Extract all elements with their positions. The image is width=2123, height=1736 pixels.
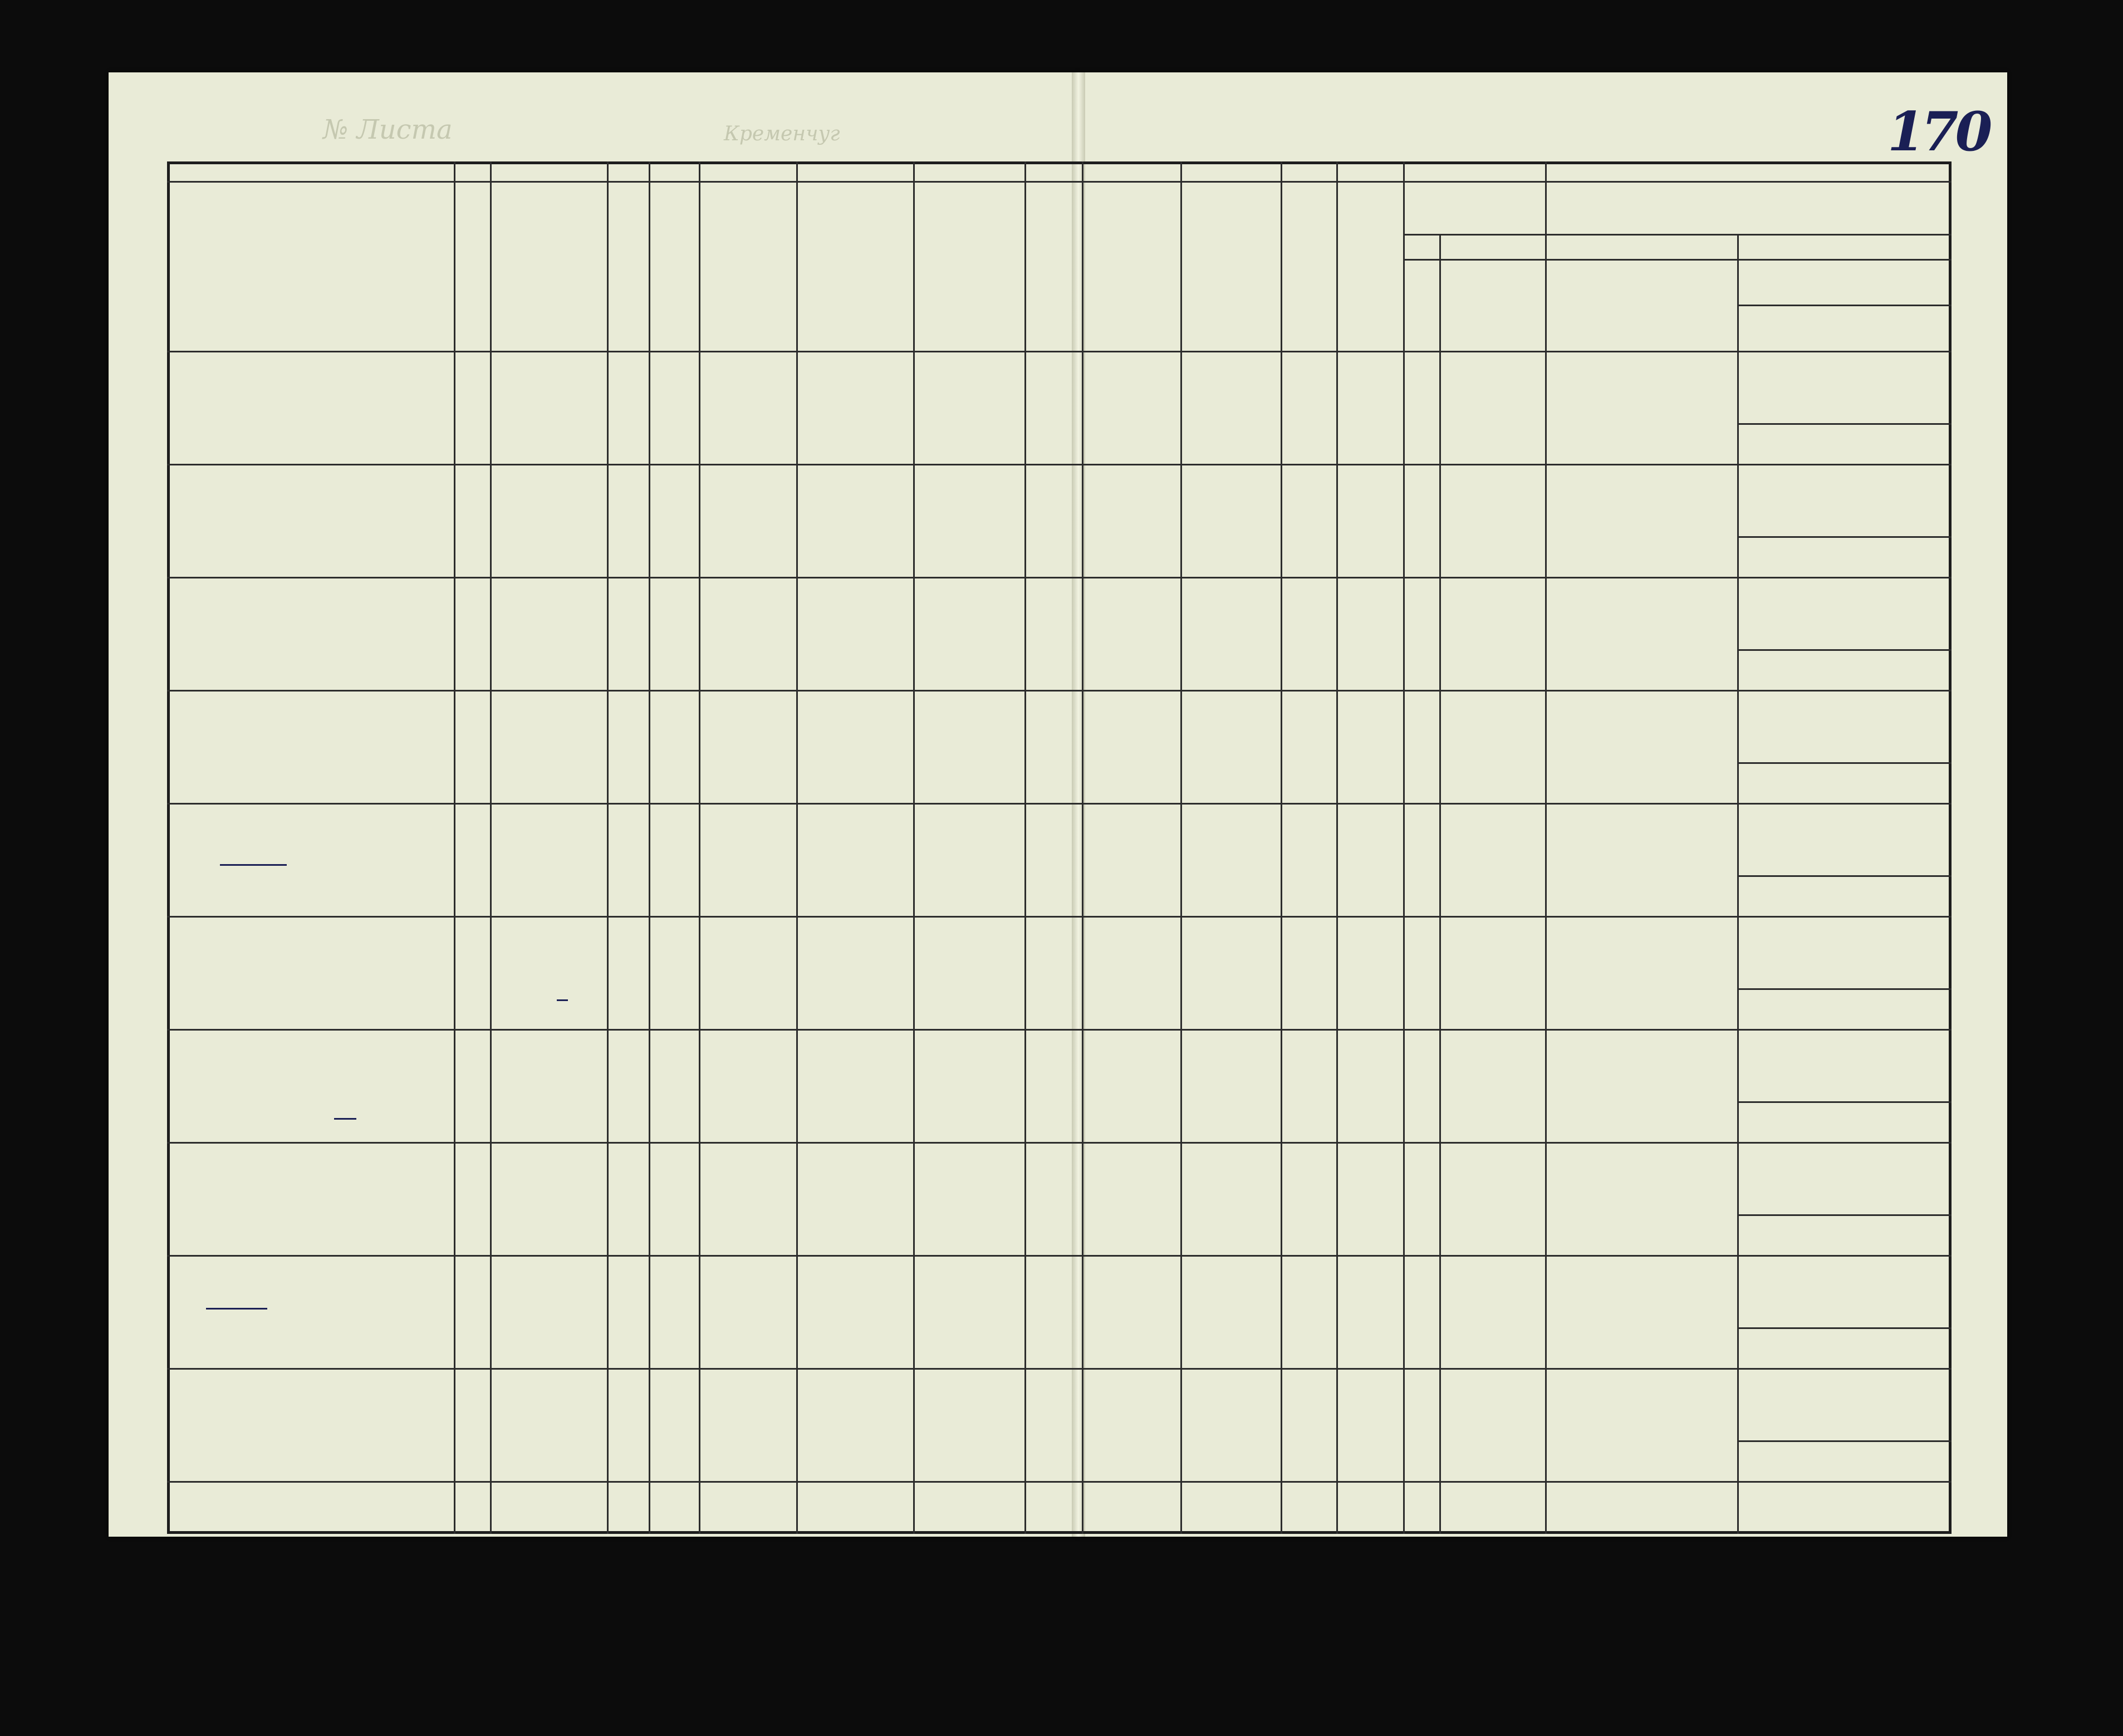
census-table [167, 161, 1952, 1534]
column-header [456, 184, 488, 347]
column-header [1548, 264, 1734, 345]
column-number [1336, 164, 1403, 179]
row-rule [167, 1029, 1952, 1031]
row-rule [167, 1368, 1952, 1370]
column-header [1740, 264, 1948, 303]
column-number [1281, 164, 1336, 179]
sub-row-rule [1737, 649, 1952, 651]
column-rule [454, 161, 455, 1534]
column-rule [796, 161, 798, 1534]
pen-stroke [334, 1118, 356, 1120]
column-header [1740, 308, 1948, 347]
column-header [492, 184, 605, 347]
column-header [1183, 184, 1278, 347]
column-number [699, 164, 796, 179]
sub-row-rule [1737, 988, 1952, 990]
column-number [649, 164, 699, 179]
column-header [1404, 264, 1438, 345]
row-rule [167, 1481, 1952, 1483]
column-number [796, 164, 913, 179]
column-header [1084, 184, 1178, 347]
column-number-rule [167, 181, 1952, 183]
column-header [651, 184, 697, 347]
column-number [1403, 164, 1545, 179]
column-header [1442, 264, 1543, 345]
sub-row-rule [1737, 1101, 1952, 1103]
sheet-label-print: № Листа [323, 114, 453, 145]
table-frame [167, 161, 1952, 1534]
column-number [454, 164, 490, 179]
sub-row-rule [1737, 423, 1952, 425]
column-header [169, 184, 452, 347]
column-rule [1403, 161, 1405, 1534]
pen-stroke [206, 1308, 267, 1310]
column-rule [1545, 161, 1547, 1534]
sub-rule [1737, 305, 1952, 306]
column-header [701, 184, 794, 347]
column-rule [490, 161, 492, 1534]
column-rule [1737, 234, 1739, 1534]
column-rule [649, 161, 650, 1534]
column-number [913, 164, 1024, 179]
column-number [1545, 164, 1952, 179]
row-rule [167, 690, 1952, 692]
column-rule [1024, 161, 1026, 1534]
pen-stroke [557, 999, 568, 1001]
sub-row-rule [1737, 1214, 1952, 1216]
column-number [167, 164, 454, 179]
column-rule [699, 161, 700, 1534]
row-rule [167, 803, 1952, 805]
column-rule [1439, 234, 1441, 1534]
group-rule [1403, 234, 1952, 236]
row-rule [167, 1142, 1952, 1144]
column-header [1405, 203, 1543, 232]
sub-row-rule [1737, 762, 1952, 764]
row-rule [167, 577, 1952, 578]
column-rule [1336, 161, 1338, 1534]
column-rule [1281, 161, 1282, 1534]
column-header [1547, 203, 1949, 232]
column-rule [607, 161, 609, 1534]
column-number [1082, 164, 1180, 179]
column-header [1283, 184, 1334, 347]
row-rule [167, 464, 1952, 465]
column-header [915, 184, 1022, 347]
column-rule [1180, 161, 1182, 1534]
column-header [1338, 184, 1401, 347]
column-rule [913, 161, 915, 1534]
row-rule [167, 916, 1952, 918]
header-bottom-rule [167, 351, 1952, 352]
sheet-number: 170 [1887, 100, 1989, 163]
row-rule [167, 1255, 1952, 1257]
sub-row-rule [1737, 875, 1952, 877]
group-rule [1403, 259, 1952, 261]
sub-row-rule [1737, 1327, 1952, 1329]
column-header [609, 184, 646, 347]
column-header [798, 184, 911, 347]
district-print: Кременчуг [724, 122, 840, 145]
column-number [607, 164, 649, 179]
sub-row-rule [1737, 1440, 1952, 1442]
column-number [490, 164, 607, 179]
column-number [1180, 164, 1281, 179]
sub-row-rule [1737, 536, 1952, 538]
column-rule [1082, 161, 1083, 1534]
pen-stroke [220, 864, 287, 866]
